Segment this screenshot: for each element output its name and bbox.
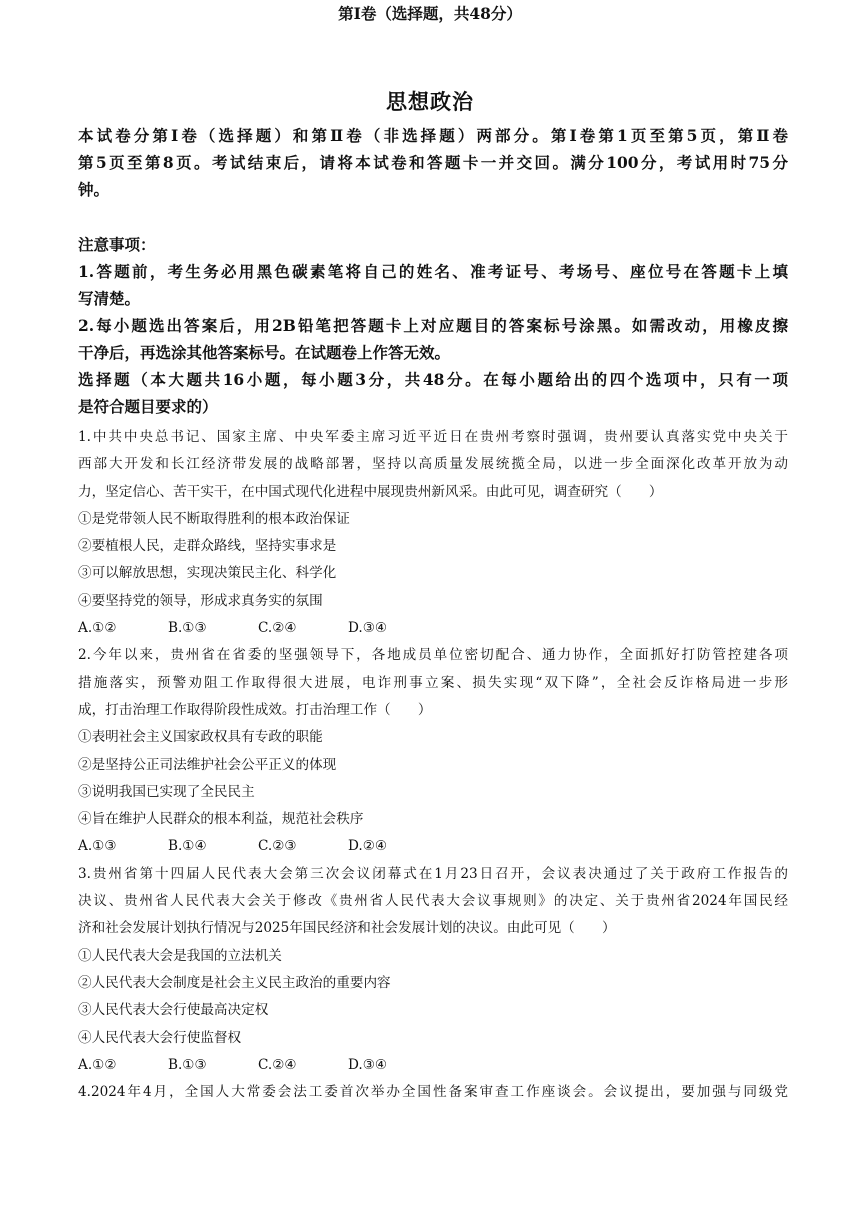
notice-line: 1.答题前，考生务必用黑色碳素笔将自己的姓名、准考证号、考场号、座位号在答题卡上填 <box>78 262 788 281</box>
question-stem-line: 力，坚定信心、苦干实干，在中国式现代化进程中展现贵州新风采。由此可见，调查研究（ ） <box>78 483 663 500</box>
notice-line: 干净后，再选涂其他答案标号。在试题卷上作答无效。 <box>78 343 451 362</box>
question-list <box>78 424 788 1106</box>
statement-item: ①人民代表大会是我国的立法机关 <box>78 947 282 964</box>
answer-options <box>78 833 788 860</box>
option-b: B.①③ <box>168 1056 207 1073</box>
option-d: D.③④ <box>348 1056 388 1073</box>
statement-item: ④旨在维护人民群众的根本利益，规范社会秩序 <box>78 811 364 828</box>
intro-line: 第5页至第8页。考试结束后，请将本试卷和答题卡一并交回。满分100分，考试用时75分 <box>78 153 788 172</box>
option-b: B.①④ <box>168 838 207 855</box>
notice-block <box>78 231 788 420</box>
statement-item: ③可以解放思想，实现决策民主化、科学化 <box>78 565 337 582</box>
statement-item: ④要坚持党的领导，形成求真务实的氛围 <box>78 592 323 609</box>
question-stem-line: 措施落实，预警劝阻工作取得很大进展，电诈刑事立案、损失实现“双下降”，全社会反诈格局进一步形 <box>78 674 788 691</box>
question-2 <box>78 642 788 860</box>
statement-item: ①是党带领人民不断取得胜利的根本政治保证 <box>78 510 350 527</box>
statement-item: ③人民代表大会行使最高决定权 <box>78 1002 269 1019</box>
exam-intro <box>78 122 788 203</box>
answer-options <box>78 1052 788 1079</box>
notice-line: 2.每小题选出答案后，用2B铅笔把答题卡上对应题目的答案标号涂黑。如需改动，用橡皮擦 <box>78 316 788 335</box>
option-a: A.①③ <box>78 838 117 855</box>
question-stem-line: 成，打击治理工作取得阶段性成效。打击治理工作（ ） <box>78 701 432 718</box>
statement-item: ①表明社会主义国家政权具有专政的职能 <box>78 729 323 746</box>
statement-item: ②人民代表大会制度是社会主义民主政治的重要内容 <box>78 974 391 991</box>
answer-options <box>78 615 788 642</box>
question-4 <box>78 1079 788 1106</box>
statement-item: ②要植根人民，走群众路线，坚持实事求是 <box>78 538 337 555</box>
option-a: A.①② <box>78 1056 117 1073</box>
notice-heading: 注意事项： <box>78 235 156 254</box>
option-c: C.②③ <box>258 838 297 855</box>
notice-line: 选择题（本大题共16小题，每小题3分，共48分。在每小题给出的四个选项中，只有一项 <box>78 370 788 389</box>
statement-item: ②是坚持公正司法维护社会公平正义的体现 <box>78 756 337 773</box>
statement-item: ③说明我国已实现了全民民主 <box>78 783 255 800</box>
question-3 <box>78 861 788 1079</box>
question-stem-line: 3.贵州省第十四届人民代表大会第三次会议闭幕式在1月23日召开，会议表决通过了关于政府工作报告的 <box>78 865 788 882</box>
question-stem-line: 4.2024年4月，全国人大常委会法工委首次举办全国性备案审查工作座谈会。会议提出，要加强与同级党 <box>78 1084 788 1101</box>
section-heading: 第Ⅰ卷（选择题，共48分） <box>338 4 522 23</box>
option-d: D.③④ <box>348 620 388 637</box>
question-stem-line: 决议、贵州省人民代表大会关于修改《贵州省人民代表大会议事规则》的决定、关于贵州省2024年国民经 <box>78 893 788 910</box>
question-stem-line: 1.中共中央总书记、国家主席、中央军委主席习近平近日在贵州考察时强调，贵州要认真落实党中央关于 <box>78 429 788 445</box>
option-d: D.②④ <box>348 838 388 855</box>
notice-line: 写清楚。 <box>78 289 141 308</box>
option-c: C.②④ <box>258 1056 297 1073</box>
question-stem-line: 西部大开发和长江经济带发展的战略部署，坚持以高质量发展统揽全局，以进一步全面深化改革开放为动 <box>78 456 788 473</box>
question-1 <box>78 424 788 642</box>
page-title: 思想政治 <box>386 89 474 114</box>
intro-line: 本试卷分第Ⅰ卷（选择题）和第Ⅱ卷（非选择题）两部分。第Ⅰ卷第1页至第5页，第Ⅱ卷 <box>78 126 788 145</box>
option-c: C.②④ <box>258 620 297 637</box>
option-b: B.①③ <box>168 620 207 637</box>
notice-line: 是符合题目要求的） <box>78 397 218 416</box>
intro-line: 钟。 <box>78 180 110 199</box>
statement-item: ④人民代表大会行使监督权 <box>78 1029 242 1046</box>
question-stem-line: 2.今年以来，贵州省在省委的坚强领导下，各地成员单位密切配合、通力协作，全面抓好打防管控建各项 <box>78 647 788 664</box>
option-a: A.①② <box>78 620 117 637</box>
question-stem-line: 济和社会发展计划执行情况与2025年国民经济和社会发展计划的决议。由此可见（ ） <box>78 920 616 937</box>
